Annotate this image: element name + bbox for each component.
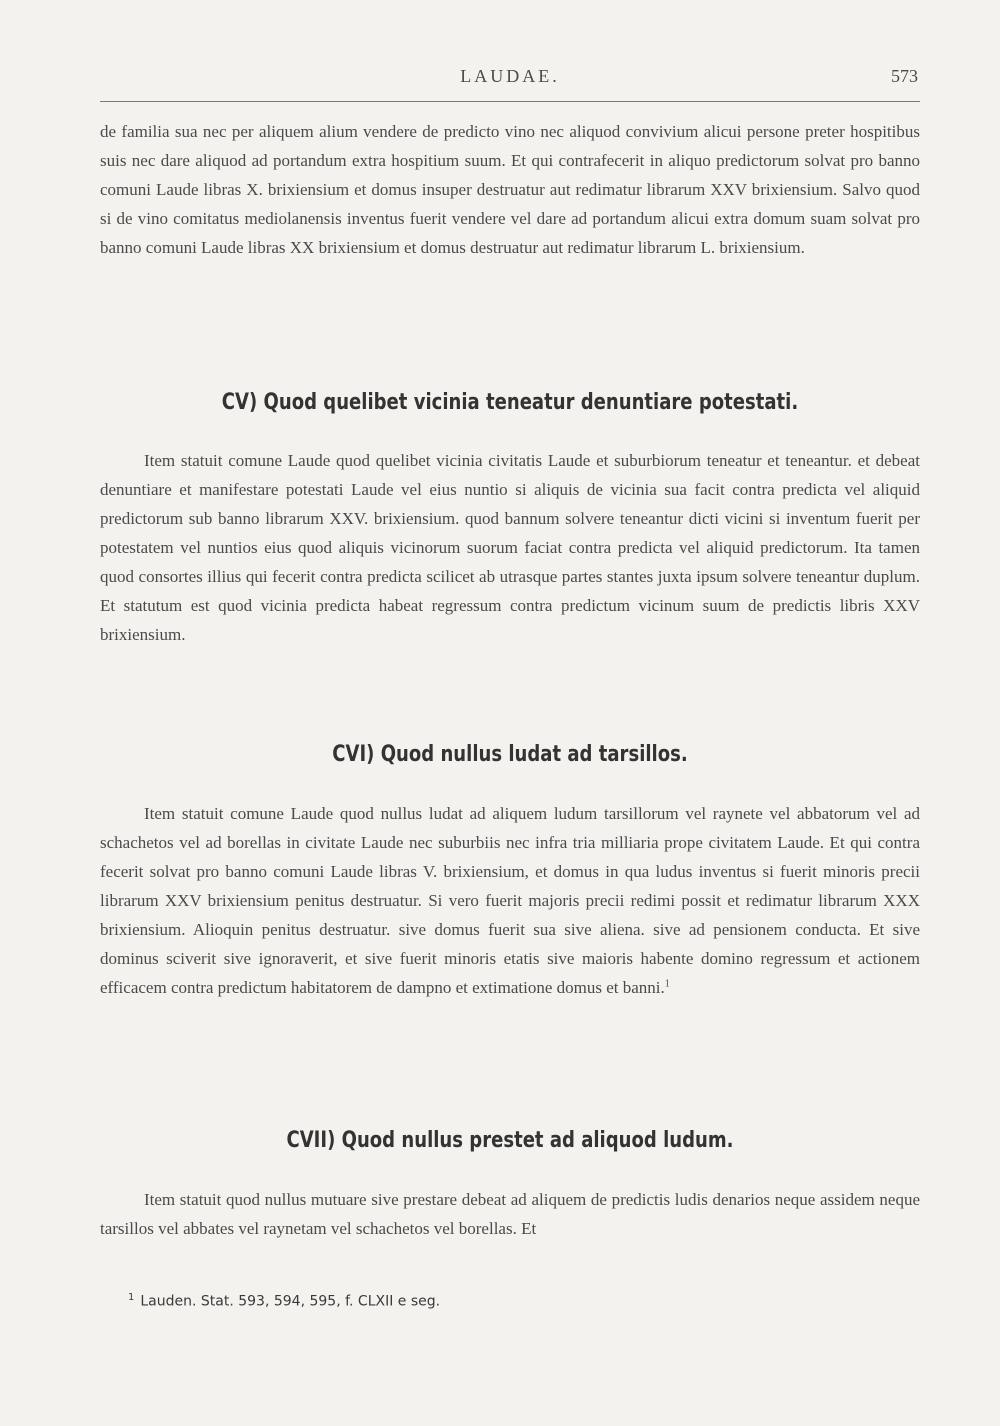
header-rule [100,101,920,102]
paragraph-cvi-text: Item statuit comune Laude quod nullus ludat ad aliquem ludum tarsillorum vel raynete vel abbatorum vel ad schachetos vel ad borellas in civitate Laude nec suburbiis nec infra tria milliaria prope civitatem Laude. Et qui contra fecerit solvat pro banno comuni Laude libras V. brixiensium, et domus in qua ludus inventus si fuerit minoris precii librarum XXV brixiensium penitus destruatur. Si vero fuerit majoris precii redimi possit et redimatur librarum XXX brixiensium. Alioquin penitus destruatur. sive domus fuerit sua sive aliena. sive ad pensionem conducta. Et sive dominus sciverit sive ignoraverit, et sive fuerit minoris etatis sive maioris habente domino regressum et actionem efficacem contra predictum habitatorem de dampno et extimatione domus et banni. [100,804,920,997]
footnote [128,1292,828,1310]
footnote-mark: 1 [128,1292,135,1303]
running-header [100,66,920,92]
footnote-text: Lauden. Stat. 593, 594, 595, f. CLXII e seg. [140,1293,441,1310]
running-title: LAUDAE. [460,66,560,86]
footnote-reference: 1 [664,978,670,990]
paragraph-cv: Item statuit comune Laude quod quelibet vicinia civitatis Laude et suburbiorum teneatur et teneantur. et debeat denuntiare et manifestare potestati Laude vel eius nuntio si aliquis de vicinia sua facit contra predicta vel aliquid predictorum sub banno librarum XXV. brixiensium. quod bannum solvere teneantur dicti vicini si inventum fuerit per potestatem vel nuntios eius quod aliquis vicinorum suorum faciat contra predicta vel aliquid predictorum. Ita tamen quod consortes illius qui fecerit contra predicta scilicet ab utrasque partes stantes juxta ipsum solvere teneantur duplum. Et statutum est quod vicinia predicta habeat regressum contra predictum vicinum suum de predictis libris XXV brixiensium. [100,451,920,644]
paragraph-cvi [100,799,920,1002]
section-title-cv: CV) Quod quelibet vicinia teneatur denuntiare potestati. [221,390,799,415]
section-title-cvii: CVII) Quod nullus prestet ad aliquod ludum. [286,1128,734,1153]
page-number: 573 [891,66,918,86]
section-title-cvi: CVI) Quod nullus ludat ad tarsillos. [332,742,688,767]
paragraph-cvii: Item statuit quod nullus mutuare sive prestare debeat ad aliquem de predictis ludis denarios neque assidem neque tarsillos vel abbates vel raynetam vel schachetos vel borellas. Et [100,1190,920,1238]
paragraph-continuation: de familia sua nec per aliquem alium vendere de predicto vino nec aliquod convivium alicui persone preter hospitibus suis nec dare aliquod ad portandum extra hospitium suum. Et qui contrafecerit in aliquo predictorum solvat pro banno comuni Laude libras X. brixiensium et domus insuper destruatur aut redimatur librarum XXV brixiensium. Salvo quod si de vino comitatus mediolanensis inventus fuerit vendere vel dare ad portandum alicui extra domum suam solvat pro banno comuni Laude libras XX brixiensium et domus destruatur aut redimatur librarum L. brixiensium. [100,122,920,257]
